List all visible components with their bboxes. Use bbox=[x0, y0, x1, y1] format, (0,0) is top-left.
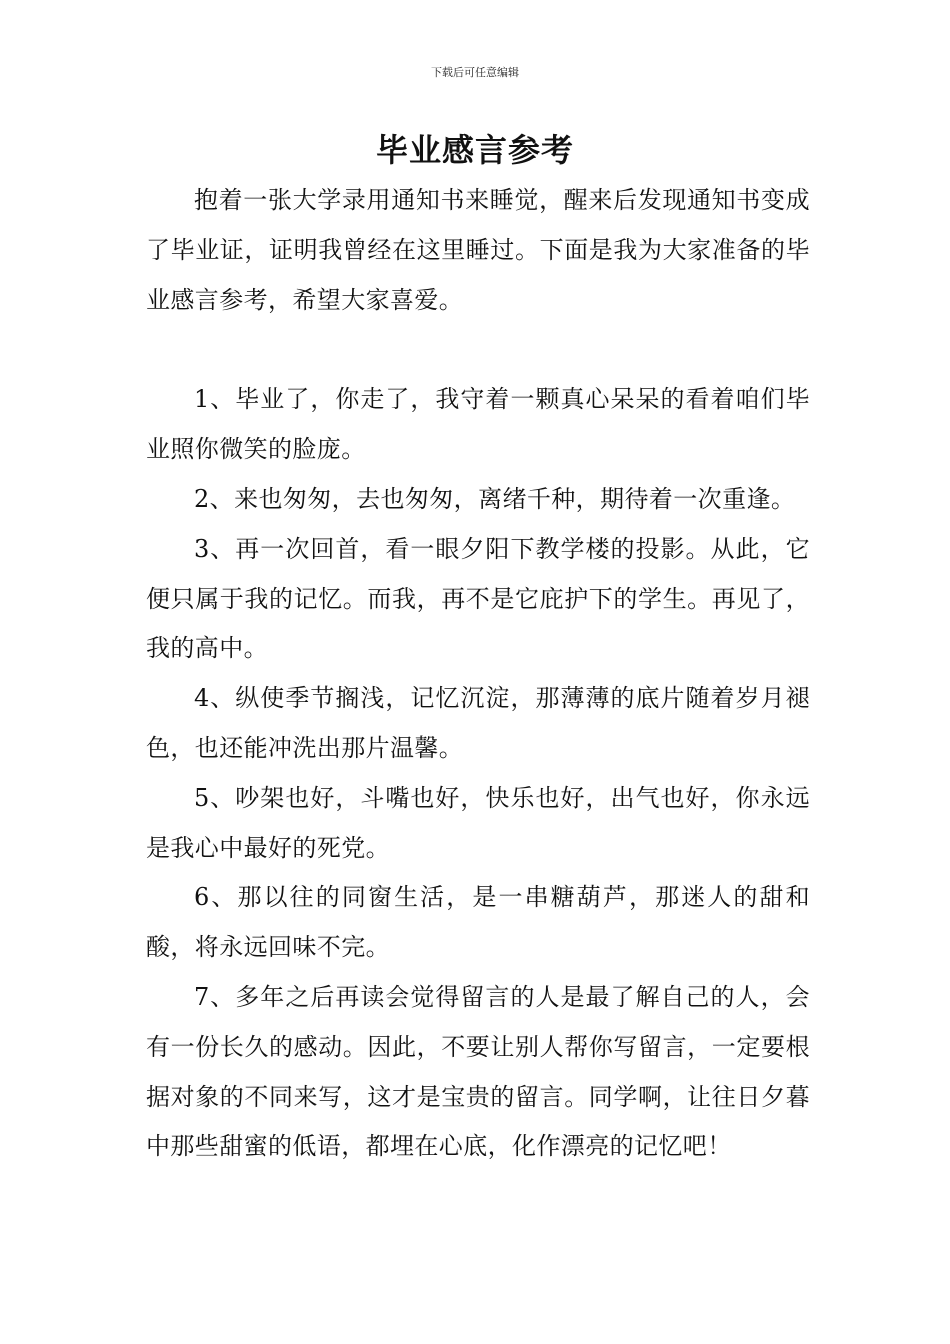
list-item-4: 4、纵使季节搁浅，记忆沉淀，那薄薄的底片随着岁月褪色，也还能冲洗出那片温馨。 bbox=[146, 684, 810, 762]
list-item-7: 7、多年之后再读会觉得留言的人是最了解自己的人，会有一份长久的感动。因此，不要让别人帮你写留言，一定要根据对象的不同来写，这才是宝贵的留言。同学啊，让往日夕暮中那些甜蜜的低语，都埋在心底，化作漂亮的记忆吧！ bbox=[146, 982, 810, 1161]
intro-paragraph: 抱着一张大学录用通知书来睡觉，醒来后发现通知书变成了毕业证，证明我曾经在这里睡过。下面是我为大家准备的毕业感言参考，希望大家喜爱。 bbox=[146, 186, 810, 314]
list-item-6: 6、那以往的同窗生活，是一串糖葫芦，那迷人的甜和酸，将永远回味不完。 bbox=[146, 883, 810, 962]
list-item-5: 5、吵架也好，斗嘴也好，快乐也好，出气也好，你永远是我心中最好的死党。 bbox=[146, 783, 810, 862]
list-item-1: 1、毕业了，你走了，我守着一颗真心呆呆的看着咱们毕业照你微笑的脸庞。 bbox=[146, 385, 810, 464]
header-note: 下载后可任意编辑 bbox=[431, 66, 519, 79]
document-body bbox=[146, 176, 810, 1172]
list-item-3: 3、再一次回首，看一眼夕阳下教学楼的投影。从此，它便只属于我的记忆。而我，再不是它庇护下的学生。再见了，我的高中。 bbox=[146, 534, 810, 663]
list-item-2: 2、来也匆匆，去也匆匆，离绪千种，期待着一次重逢。 bbox=[194, 484, 796, 513]
document-title: 毕业感言参考 bbox=[375, 131, 574, 169]
